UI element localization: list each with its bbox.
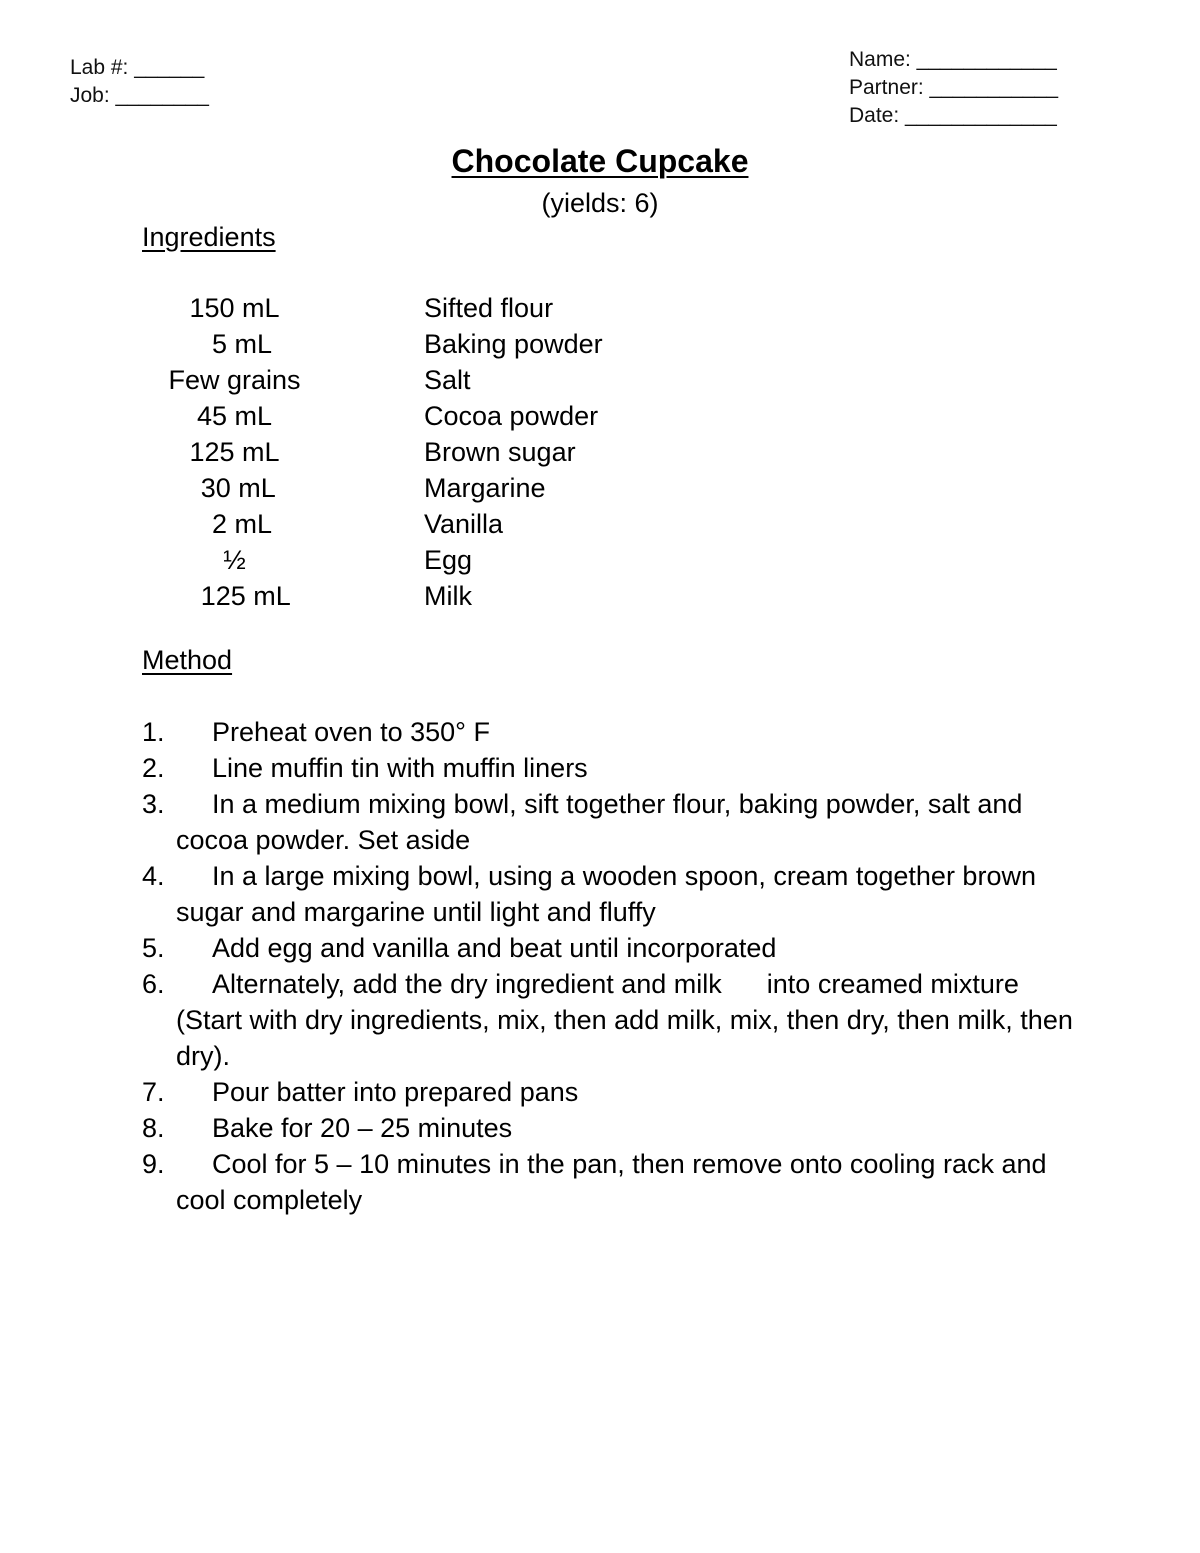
step-text: Pour batter into prepared pans xyxy=(212,1077,579,1107)
ingredients-heading: Ingredients xyxy=(142,222,276,252)
ingredient-name: Salt xyxy=(424,365,471,395)
ingredient-name: Cocoa powder xyxy=(424,401,599,431)
name-field: Name: ____________ xyxy=(849,48,1057,71)
step-text: In a medium mixing bowl, sift together flour, baking powder, salt and cocoa powder. Set aside xyxy=(176,789,1023,855)
date-field: Date: _____________ xyxy=(849,104,1057,127)
method-step xyxy=(142,930,1082,966)
ingredient-name: Margarine xyxy=(424,473,546,503)
ingredient-quantity: Few grains xyxy=(168,365,301,395)
ingredient-quantity: 2 mL xyxy=(196,509,273,539)
lab-number-field: Lab #: ______ xyxy=(70,56,205,79)
ingredient-quantity: 45 mL xyxy=(196,401,273,431)
ingredient-quantity: 30 mL xyxy=(193,473,276,503)
ingredient-row xyxy=(142,291,842,327)
header-right xyxy=(849,46,1058,130)
ingredient-name: Egg xyxy=(424,545,473,575)
ingredient-row xyxy=(142,471,842,507)
step-text: Alternately, add the dry ingredient and milk into creamed mixture (Start with dry ingredients, mix, then add milk, mix, then dry, then milk, then dry). xyxy=(176,969,1081,1071)
step-text: Cool for 5 – 10 minutes in the pan, then remove onto cooling rack and cool completely xyxy=(176,1149,1047,1215)
method-step xyxy=(142,786,1082,858)
step-number: 2. xyxy=(142,753,165,783)
ingredient-name: Baking powder xyxy=(424,329,603,359)
ingredient-row xyxy=(142,435,842,471)
ingredient-name: Vanilla xyxy=(424,509,504,539)
step-text: Line muffin tin with muffin liners xyxy=(212,753,588,783)
ingredients-list xyxy=(142,291,842,615)
step-text: In a large mixing bowl, using a wooden spoon, cream together brown sugar and margarine until light and fluffy xyxy=(176,861,1036,927)
step-number: 6. xyxy=(142,969,165,999)
method-step xyxy=(142,966,1082,1074)
ingredient-row xyxy=(142,327,842,363)
ingredient-quantity: 5 mL xyxy=(196,329,273,359)
ingredient-row xyxy=(142,507,842,543)
ingredient-row xyxy=(142,399,842,435)
step-number: 7. xyxy=(142,1077,165,1107)
method-step xyxy=(142,714,1082,750)
method-heading: Method xyxy=(142,645,233,675)
method-step xyxy=(142,858,1082,930)
step-number: 5. xyxy=(142,933,165,963)
method-step xyxy=(142,1110,1082,1146)
ingredient-row xyxy=(142,363,842,399)
ingredient-name: Sifted flour xyxy=(424,293,554,323)
ingredient-quantity: ½ xyxy=(223,545,246,575)
ingredient-quantity: 125 mL xyxy=(189,437,280,467)
step-number: 4. xyxy=(142,861,165,891)
step-number: 3. xyxy=(142,789,165,819)
ingredient-row xyxy=(142,543,842,579)
partner-field: Partner: ___________ xyxy=(849,76,1059,99)
ingredient-row xyxy=(142,579,842,615)
recipe-title-text: Chocolate Cupcake xyxy=(451,143,749,179)
recipe-yield: (yields: 6) xyxy=(541,188,659,218)
step-number: 1. xyxy=(142,717,165,747)
recipe-title xyxy=(0,140,1200,182)
method-list xyxy=(142,714,1082,1218)
method-step xyxy=(142,1074,1082,1110)
method-step xyxy=(142,750,1082,786)
step-text: Preheat oven to 350° F xyxy=(212,717,490,747)
step-number: 9. xyxy=(142,1149,165,1179)
method-step xyxy=(142,1146,1082,1218)
step-text: Bake for 20 – 25 minutes xyxy=(212,1113,513,1143)
ingredient-quantity: 150 mL xyxy=(189,293,280,323)
job-field: Job: ________ xyxy=(70,84,209,107)
step-number: 8. xyxy=(142,1113,165,1143)
step-text: Add egg and vanilla and beat until incorporated xyxy=(212,933,777,963)
ingredient-name: Milk xyxy=(424,581,472,611)
ingredient-quantity: 125 mL xyxy=(178,581,291,611)
ingredient-name: Brown sugar xyxy=(424,437,576,467)
header-left xyxy=(70,54,209,110)
